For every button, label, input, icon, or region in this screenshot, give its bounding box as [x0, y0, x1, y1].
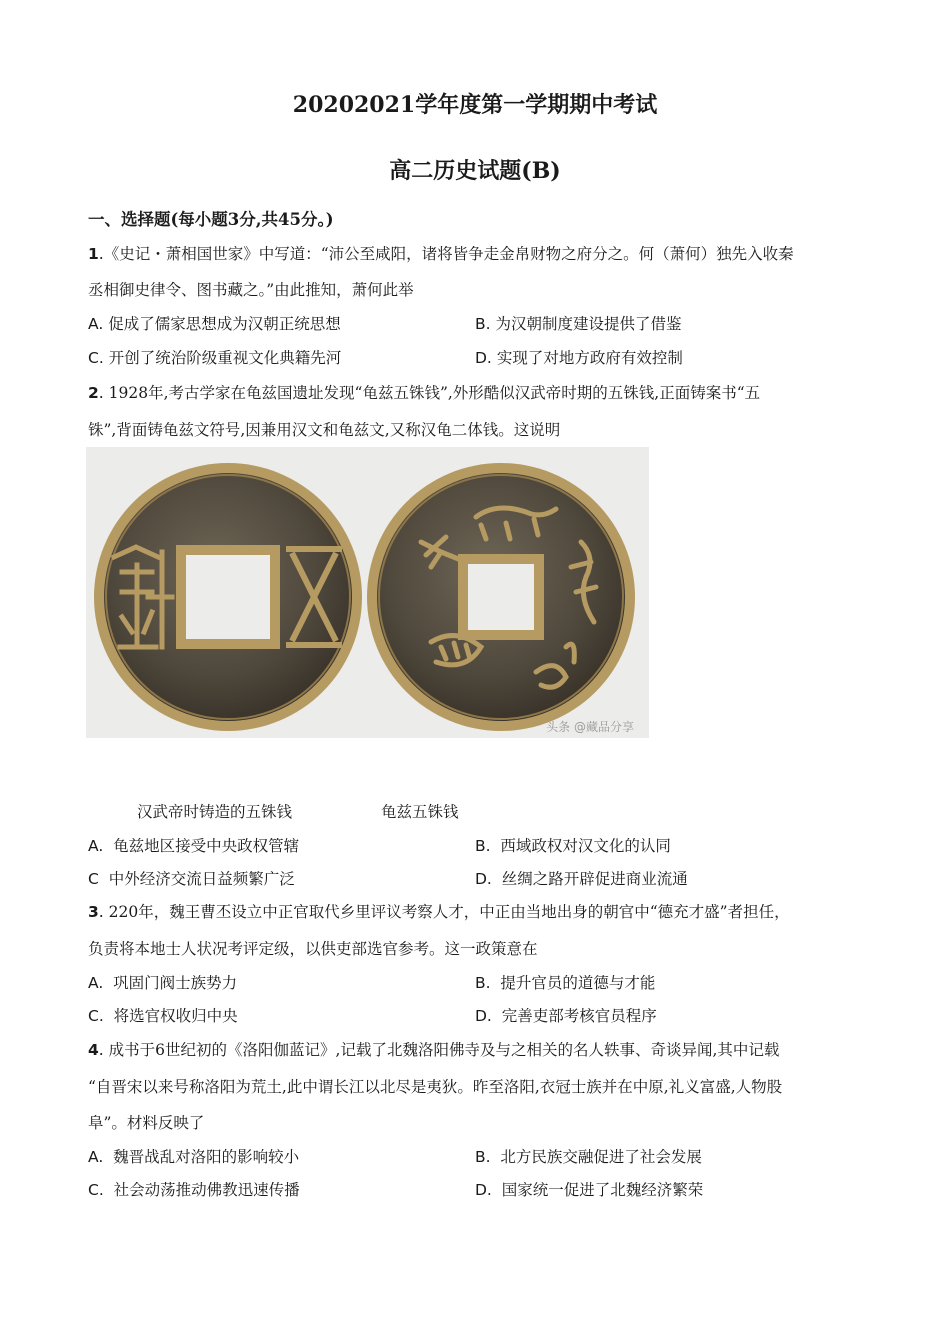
question-text: .《史记・萧相国世家》中写道：“沛公至咸阳，诸将皆争走金帛财物之府分之。何（萧何）独先入收秦 [98, 245, 794, 263]
question-1-line-1 [88, 242, 794, 264]
question-4-line-2: “自晋宋以来号称洛阳为荒土,此中谓长江以北尽是夷狄。昨至洛阳,衣冠士族并在中原,礼义富盛,人物股 [88, 1078, 783, 1096]
question-3-option-b[interactable]: B. 提升官员的道德与才能 [475, 974, 656, 992]
question-4-option-c[interactable]: C. 社会动荡推动佛教迅速传播 [88, 1181, 300, 1199]
question-3-option-a[interactable]: A. 巩固门阀士族势力 [88, 974, 238, 992]
section-heading: 一、选择题(每小题3分,共45分。) [88, 210, 334, 229]
question-2-option-a[interactable]: A. 龟兹地区接受中央政权管辖 [88, 837, 300, 855]
question-text: . 1928年,考古学家在龟兹国遗址发现“龟兹五铢钱”,外形酷似汉武帝时期的五铢钱,正面铸案书“五 [98, 384, 761, 402]
question-2-option-b[interactable]: B. 西域政权对汉文化的认同 [475, 837, 671, 855]
question-2-line-1 [88, 381, 760, 403]
question-4-line-1 [88, 1038, 779, 1060]
exam-subtitle: 高二历史试题(B) [389, 158, 561, 184]
question-4-option-d[interactable]: D. 国家统一促进了北魏经济繁荣 [475, 1181, 704, 1199]
question-3-option-d[interactable]: D. 完善吏部考核官员程序 [475, 1007, 657, 1025]
question-1-option-c[interactable]: C. 开创了统治阶级重视文化典籍先河 [88, 349, 342, 367]
wuzhu-coin-icon [94, 463, 362, 731]
question-2-line-2: 铢”,背面铸龟兹文符号,因兼用汉文和龟兹文,又称汉龟二体钱。这说明 [88, 421, 561, 439]
question-number: 2 [88, 384, 99, 402]
question-number: 4 [88, 1041, 99, 1059]
question-number: 3 [88, 903, 99, 921]
exam-title: 20202021学年度第一学期期中考试 [292, 92, 658, 118]
question-1-option-b[interactable]: B. 为汉朝制度建设提供了借鉴 [475, 315, 682, 333]
question-1-option-d[interactable]: D. 实现了对地方政府有效控制 [475, 349, 683, 367]
caption-left: 汉武帝时铸造的五铢钱 [137, 803, 293, 821]
qiuci-coin-icon [367, 463, 635, 731]
question-1-line-2: 丞相御史律令、图书藏之。”由此推知，萧何此举 [88, 281, 414, 299]
question-number: 1 [88, 245, 99, 263]
question-4-line-3: 阜”。材料反映了 [88, 1114, 205, 1132]
question-1-option-a[interactable]: A. 促成了儒家思想成为汉朝正统思想 [88, 315, 341, 333]
question-text: . 220年，魏王曹丕设立中正官取代乡里评议考察人才，中正由当地出身的朝官中“德充才盛”者担任， [98, 903, 790, 921]
caption-right: 龟兹五铢钱 [381, 803, 459, 821]
photo-watermark: 头条 @藏品分享 [546, 720, 634, 734]
question-4-option-a[interactable]: A. 魏晋战乱对洛阳的影响较小 [88, 1148, 300, 1166]
question-4-option-b[interactable]: B. 北方民族交融促进了社会发展 [475, 1148, 702, 1166]
question-2-option-c[interactable]: C 中外经济交流日益频繁广泛 [88, 870, 295, 888]
question-text: . 成书于6世纪初的《洛阳伽蓝记》,记载了北魏洛阳佛寺及与之相关的名人轶事、奇谈异闻,其中记载 [98, 1041, 780, 1059]
question-2-option-d[interactable]: D. 丝绸之路开辟促进商业流通 [475, 870, 688, 888]
question-3-option-c[interactable]: C. 将选官权收归中央 [88, 1007, 238, 1025]
question-3-line-1 [88, 900, 790, 922]
question-3-line-2: 负责将本地士人状况考评定级，以供吏部选官参考。这一政策意在 [88, 940, 538, 958]
coins-photo [86, 447, 649, 738]
